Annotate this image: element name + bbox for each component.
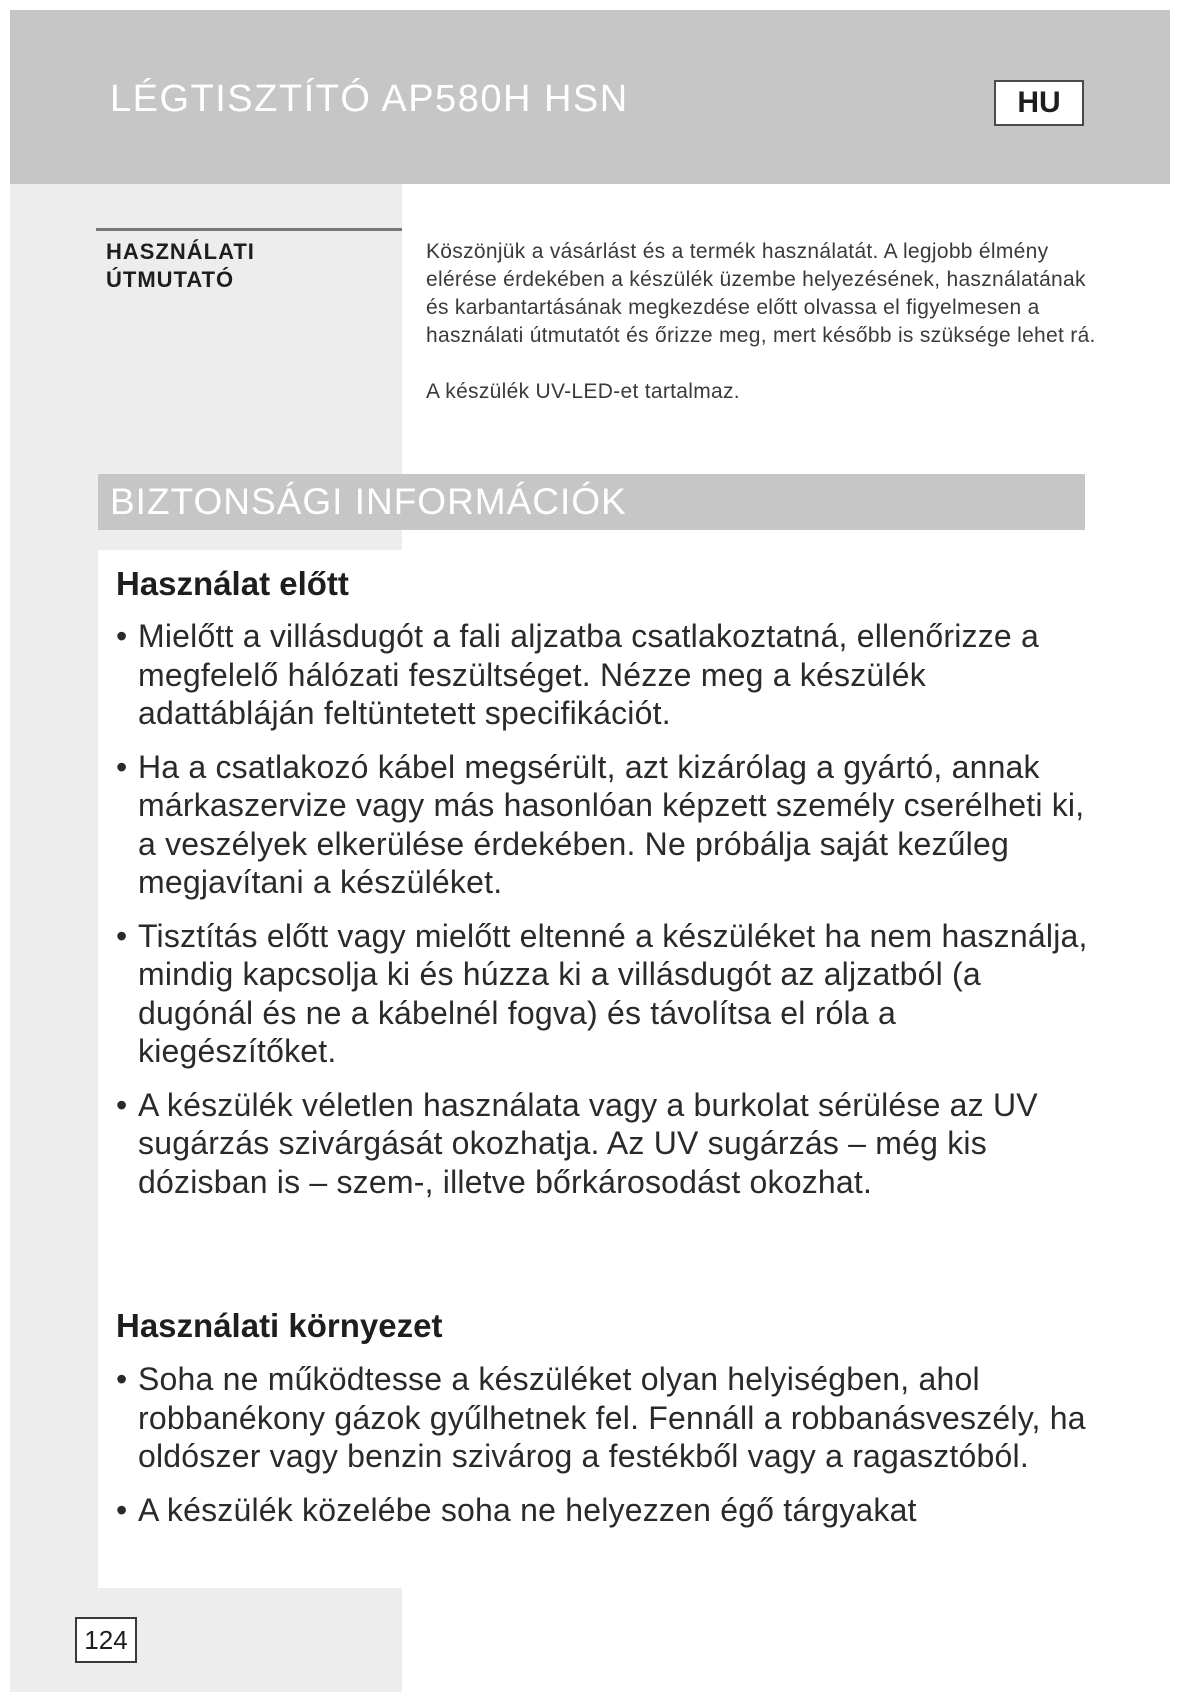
intro-text	[426, 238, 1096, 406]
subsection-heading-before-use: Használat előtt	[116, 565, 349, 602]
manual-heading-line: ÚTMUTATÓ	[106, 267, 235, 292]
document-title: LÉGTISZTÍTÓ AP580H HSN	[110, 78, 629, 120]
bullet-list-before-use	[116, 617, 1091, 1216]
manual-heading	[106, 238, 386, 294]
list-item: • Tisztítás előtt vagy mielőtt eltenné a készüléket ha nem használja, mindig kapcsolja ki és húzza ki a villásdugót az aljzatból (a dugónál és ne a kábelnél fogva) és távolítsa el róla a kiegészítőket.	[116, 917, 1091, 1071]
manual-heading-line: HASZNÁLATI	[106, 239, 255, 264]
list-item: • A készülék véletlen használata vagy a burkolat sérülése az UV sugárzás szivárgását okozhatja. Az UV sugárzás – még kis dózisban is – szem-, illetve bőrkárosodást okozhat.	[116, 1086, 1091, 1202]
section-title: BIZTONSÁGI INFORMÁCIÓK	[98, 474, 1085, 530]
list-item: • Mielőtt a villásdugót a fali aljzatba csatlakoztatná, ellenőrizze a megfelelő hálózati feszültséget. Nézze meg a készülék adattábláján feltüntetett specifikációt.	[116, 617, 1091, 733]
language-badge: HU	[994, 80, 1084, 126]
subsection-heading-environment: Használati környezet	[116, 1307, 443, 1344]
list-item: • Soha ne működtesse a készüléket olyan helyiségben, ahol robbanékony gázok gyűlhetnek fel. Fennáll a robbanásveszély, ha oldószer vagy benzin szivárog a festékből vagy a ragasztóból.	[116, 1360, 1091, 1476]
intro-paragraph: Köszönjük a vásárlást és a termék használatát. A legjobb élmény elérése érdekében a készülék üzembe helyezésének, használatának és karbantartásának megkezdése előtt olvassa el figyelmesen a használati útmutatót és őrizze meg, mert később is szüksége lehet rá.	[426, 240, 1096, 347]
heading-rule	[96, 228, 402, 231]
bullet-list-environment	[116, 1360, 1091, 1544]
page-number: 124	[75, 1617, 137, 1663]
uv-led-notice: A készülék UV-LED-et tartalmaz.	[426, 380, 740, 403]
list-item: • A készülék közelébe soha ne helyezzen égő tárgyakat	[116, 1491, 1091, 1530]
list-item: • Ha a csatlakozó kábel megsérült, azt kizárólag a gyártó, annak márkaszervize vagy más hasonlóan képzett személy cserélheti ki, a veszélyek elkerülése érdekében. Ne próbálja saját kezűleg megjavítani a készüléket.	[116, 748, 1091, 902]
